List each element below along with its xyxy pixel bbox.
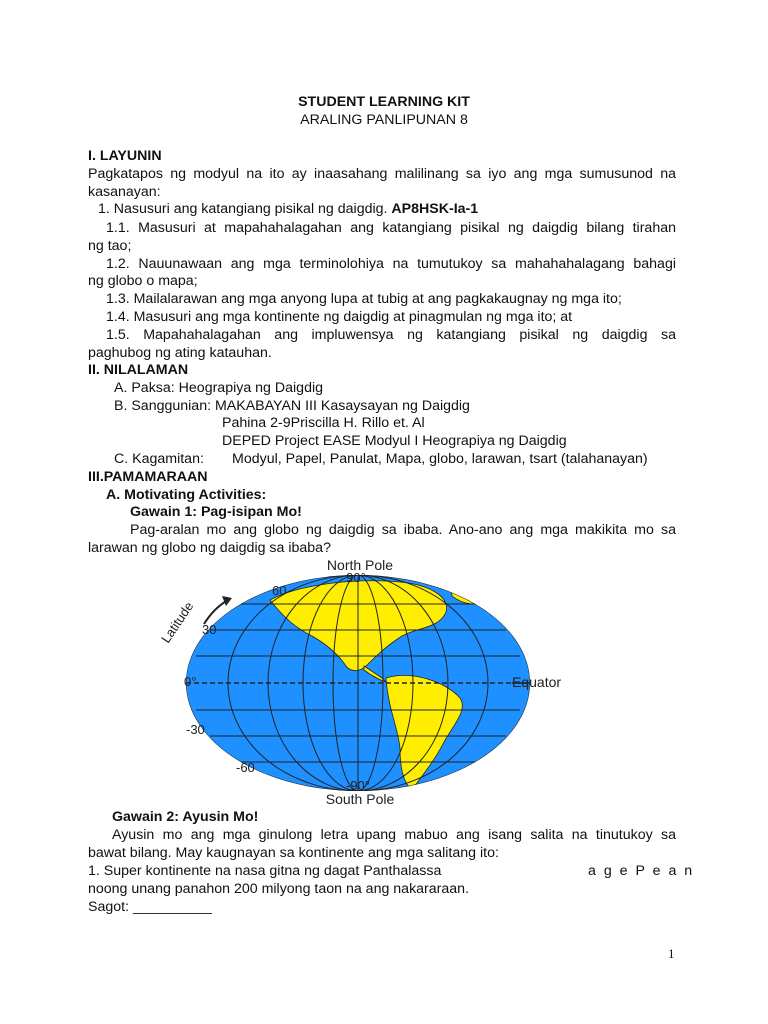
objective-1-5-line1: 1.5. Mapahahalagahan ang impluwensya ng katangiang pisikal ng daigdig sa <box>106 327 676 343</box>
nilalaman-sanggunian-line3: DEPED Project EASE Modyul I Heograpiya ng Daigdig <box>222 433 567 449</box>
layunin-intro-line1: Pagkatapos ng modyul na ito ay inaasahang malilinang sa iyo ang mga sumusunod na <box>88 166 676 182</box>
objective-1-3: 1.3. Mailalarawan ang mga anyong lupa at tubig at ang pagkakaugnay ng mga ito; <box>106 291 622 307</box>
page-number: 1 <box>668 946 675 961</box>
gawain-1-line2: larawan ng globo ng daigdig sa ibaba? <box>88 540 331 556</box>
layunin-intro-line2: kasanayan: <box>88 184 161 200</box>
objective-1-4: 1.4. Masusuri ang mga kontinente ng daigdig at pinagmulan ng mga ito; at <box>106 309 573 325</box>
latitude-label: Latitude <box>158 598 197 646</box>
question-1-scrambled-word: a g e P e a n <box>588 863 695 879</box>
lat-0-label: 0° <box>184 674 197 689</box>
objective-1-2-line1: 1.2. Nauunawaan ang mga terminolohiya na tumutukoy sa mahahahalagang bahagi <box>106 256 676 272</box>
objective-1-text: 1. Nasusuri ang katangiang pisikal ng daigdig. <box>98 201 388 217</box>
gawain-1-line1: Pag-aralan mo ang globo ng daigdig sa ibaba. Ano-ano ang mga makikita mo sa <box>130 522 676 538</box>
objective-1-1-line1: 1.1. Masusuri at mapahahalagahan ang katangiang pisikal ng daigdig bilang tirahan <box>106 220 676 236</box>
gawain-2-heading: Gawain 2: Ayusin Mo! <box>112 809 259 825</box>
answer-blank: Sagot: __________ <box>88 899 212 915</box>
section-pamamaraan-heading: III.PAMAMARAAN <box>88 469 208 485</box>
lat-minus30-label: -30 <box>186 722 205 737</box>
globe-figure <box>150 558 610 810</box>
objective-1-5-line2: paghubog ng ating katauhan. <box>88 345 272 361</box>
section-layunin-heading: I. LAYUNIN <box>88 148 162 164</box>
section-nilalaman-heading: II. NILALAMAN <box>88 362 189 378</box>
lat-90-label: 90° <box>346 570 366 585</box>
objective-1-1-line2: ng tao; <box>88 238 132 254</box>
gawain-2-line1: Ayusin mo ang mga ginulong letra upang mabuo ang isang salita na tinutukoy sa <box>112 827 676 843</box>
equator-label: Equator <box>512 674 562 690</box>
document-title: STUDENT LEARNING KIT <box>298 94 470 110</box>
question-1-line1: 1. Super kontinente na nasa gitna ng dagat Panthalassa <box>88 863 442 879</box>
objective-1 <box>98 201 478 218</box>
lat-minus90-label: -90° <box>346 778 370 793</box>
nilalaman-kagamitan-label: C. Kagamitan: <box>114 451 204 467</box>
gawain-1-heading: Gawain 1: Pag-isipan Mo! <box>130 504 302 520</box>
motivating-activities-heading: A. Motivating Activities: <box>106 487 267 503</box>
nilalaman-sanggunian: B. Sanggunian: MAKABAYAN III Kasaysayan ng Daigdig <box>114 398 470 414</box>
objective-1-code: AP8HSK-Ia-1 <box>391 201 479 217</box>
north-pole-label: North Pole <box>326 558 394 573</box>
question-1-line2: noong unang panahon 200 milyong taon na ang nakararaan. <box>88 881 470 897</box>
nilalaman-kagamitan-items: Modyul, Papel, Panulat, Mapa, globo, larawan, tsart (talahanayan) <box>232 451 648 467</box>
objective-1-2-line2: ng globo o mapa; <box>88 273 198 289</box>
nilalaman-paksa: A. Paksa: Heograpiya ng Daigdig <box>114 380 323 396</box>
document-subtitle: ARALING PANLIPUNAN 8 <box>300 112 468 128</box>
south-pole-label: South Pole <box>325 791 395 807</box>
lat-60-label: 60 <box>272 583 287 598</box>
nilalaman-sanggunian-line2: Pahina 2-9Priscilla H. Rillo et. Al <box>222 415 425 431</box>
lat-30-label: 30 <box>202 622 217 637</box>
lat-minus60-label: -60 <box>236 760 255 775</box>
gawain-2-line2: bawat bilang. May kaugnayan sa kontinente ang mga salitang ito: <box>88 845 499 861</box>
